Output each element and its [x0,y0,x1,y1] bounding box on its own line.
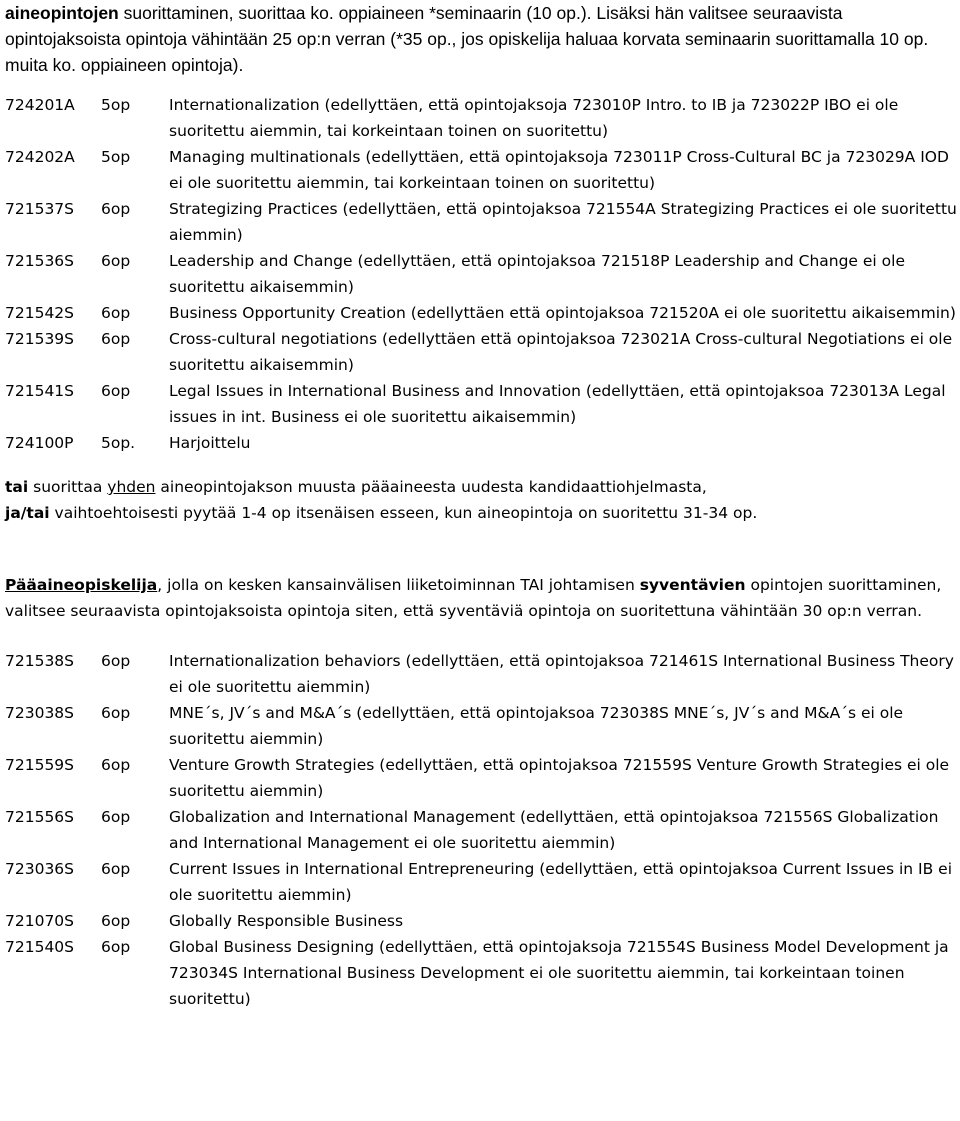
course-name: Cross-cultural negotiations (edellyttäen että opintojaksoa 723021A Cross-cultural Negotiations ei ole suoritettu aikaisemmin) [169,330,953,374]
course-row [5,648,957,700]
course-row [5,248,957,300]
course-name: Current Issues in International Entrepreneuring (edellyttäen, että opintojaksoa Current Issues in IB ei ole suoritettu aiemmin) [169,860,953,904]
course-code: 721538S [5,652,75,670]
course-row [5,430,957,456]
major-student-text: , jolla on kesken kansainvälisen liiketoiminnan TAI johtamisen [157,576,640,594]
course-row [5,804,957,856]
intro-paragraph [5,0,957,78]
course-name: Strategizing Practices (edellyttäen, että opintojaksoa 721554A Strategizing Practices ei ole suoritettu aiemmin) [169,200,957,244]
alternative-1-text-end: aineopintojakson muusta pääaineesta uudesta kandidaattiohjelmasta, [155,478,707,496]
course-credits: 6op [101,860,131,878]
alternative-1-keyword: tai [5,478,29,496]
course-table-intermediate [5,92,957,456]
course-code: 721540S [5,938,75,956]
course-credits: 6op [101,704,131,722]
alternative-1-text: suorittaa [28,478,108,496]
course-code: 721559S [5,756,75,774]
course-code: 723038S [5,704,75,722]
course-code: 724201A [5,96,75,114]
course-credits: 6op [101,808,131,826]
alternative-2-keyword: ja/tai [5,504,50,522]
course-name: Leadership and Change (edellyttäen, että opintojaksoa 721518P Leadership and Change ei ole suoritettu aikaisemmin) [169,252,905,296]
course-credits: 6op [101,304,131,322]
major-student-paragraph [5,572,957,624]
course-table-advanced [5,648,957,1012]
alternative-2 [5,500,957,526]
intro-bold-lead: aineopintojen [5,3,119,23]
course-name: Venture Growth Strategies (edellyttäen, että opintojaksoa 721559S Venture Growth Strategies ei ole suoritettu aiemmin) [169,756,950,800]
major-student-text-end: opintojen suorittaminen, valitsee seuraavista opintojaksoista opintoja siten, että syventäviä opintoja on suoritettuna vähintään 30 op:n verran. [5,576,942,620]
course-row [5,326,957,378]
course-row [5,300,957,326]
course-row [5,92,957,144]
document-page [5,0,957,1012]
course-code: 723036S [5,860,75,878]
course-code: 721070S [5,912,75,930]
course-name: Globally Responsible Business [169,912,404,930]
course-code: 724100P [5,434,74,452]
course-code: 721539S [5,330,75,348]
course-row [5,700,957,752]
course-credits: 6op [101,912,131,930]
course-name: Business Opportunity Creation (edellyttäen että opintojaksoa 721520A ei ole suoritettu aikaisemmin) [169,304,956,322]
course-name: Global Business Designing (edellyttäen, että opintojaksoja 721554S Business Model Development ja 723034S International Business Development ei ole suoritettu aiemmin, tai korkeintaan toinen suoritettu) [169,938,949,1008]
alternative-2-text: vaihtoehtoisesti pyytää 1-4 op itsenäisen esseen, kun aineopintoja on suoritettu 31-34 op. [49,504,758,522]
course-credits: 5op. [101,434,136,452]
course-credits: 6op [101,938,131,956]
course-name: Globalization and International Management (edellyttäen, että opintojaksoa 721556S Globalization and International Management ei ole suoritettu aiemmin) [169,808,939,852]
major-student-term: Pääaineopiskelija [5,576,158,594]
alternative-1 [5,474,957,500]
course-credits: 6op [101,330,131,348]
course-code: 721541S [5,382,75,400]
course-name: Internationalization (edellyttäen, että opintojaksoja 723010P Intro. to IB ja 723022P IBO ei ole suoritettu aiemmin, tai korkeintaan toinen on suoritettu) [169,96,899,140]
course-row [5,752,957,804]
course-name: Legal Issues in International Business and Innovation (edellyttäen, että opintojaksoa 723013A Legal issues in int. Business ei ole suoritettu aikaisemmin) [169,382,946,426]
course-code: 721537S [5,200,75,218]
course-name: MNE´s, JV´s and M&A´s (edellyttäen, että opintojaksoa 723038S MNE´s, JV´s and M&A´s ei ole suoritettu aiemmin) [169,704,904,748]
course-name: Managing multinationals (edellyttäen, että opintojaksoja 723011P Cross-Cultural BC ja 723029A IOD ei ole suoritettu aiemmin, tai korkeintaan toinen on suoritettu) [169,148,949,192]
course-credits: 6op [101,200,131,218]
course-credits: 6op [101,382,131,400]
course-row [5,378,957,430]
course-code: 721536S [5,252,75,270]
course-code: 721556S [5,808,75,826]
course-code: 724202A [5,148,75,166]
course-row [5,908,957,934]
intro-text: suorittaminen, suorittaa ko. oppiaineen *seminaarin (10 op.). Lisäksi hän valitsee seuraavista opintojaksoista opintoja vähintään 25 op:n verran (*35 op., jos opiskelija haluaa korvata seminaarin suorittamalla 10 op. muita ko. oppiaineen opintoja). [5,3,929,75]
course-row [5,196,957,248]
course-name: Internationalization behaviors (edellyttäen, että opintojaksoa 721461S International Business Theory ei ole suoritettu aiemmin) [169,652,954,696]
major-advanced-term: syventävien [639,576,746,594]
course-code: 721542S [5,304,75,322]
course-credits: 6op [101,252,131,270]
course-row [5,144,957,196]
course-name: Harjoittelu [169,434,251,452]
course-credits: 5op [101,148,131,166]
course-row [5,856,957,908]
course-credits: 6op [101,756,131,774]
alternative-1-underlined: yhden [107,478,156,496]
course-credits: 6op [101,652,131,670]
course-credits: 5op [101,96,131,114]
course-row [5,934,957,1012]
